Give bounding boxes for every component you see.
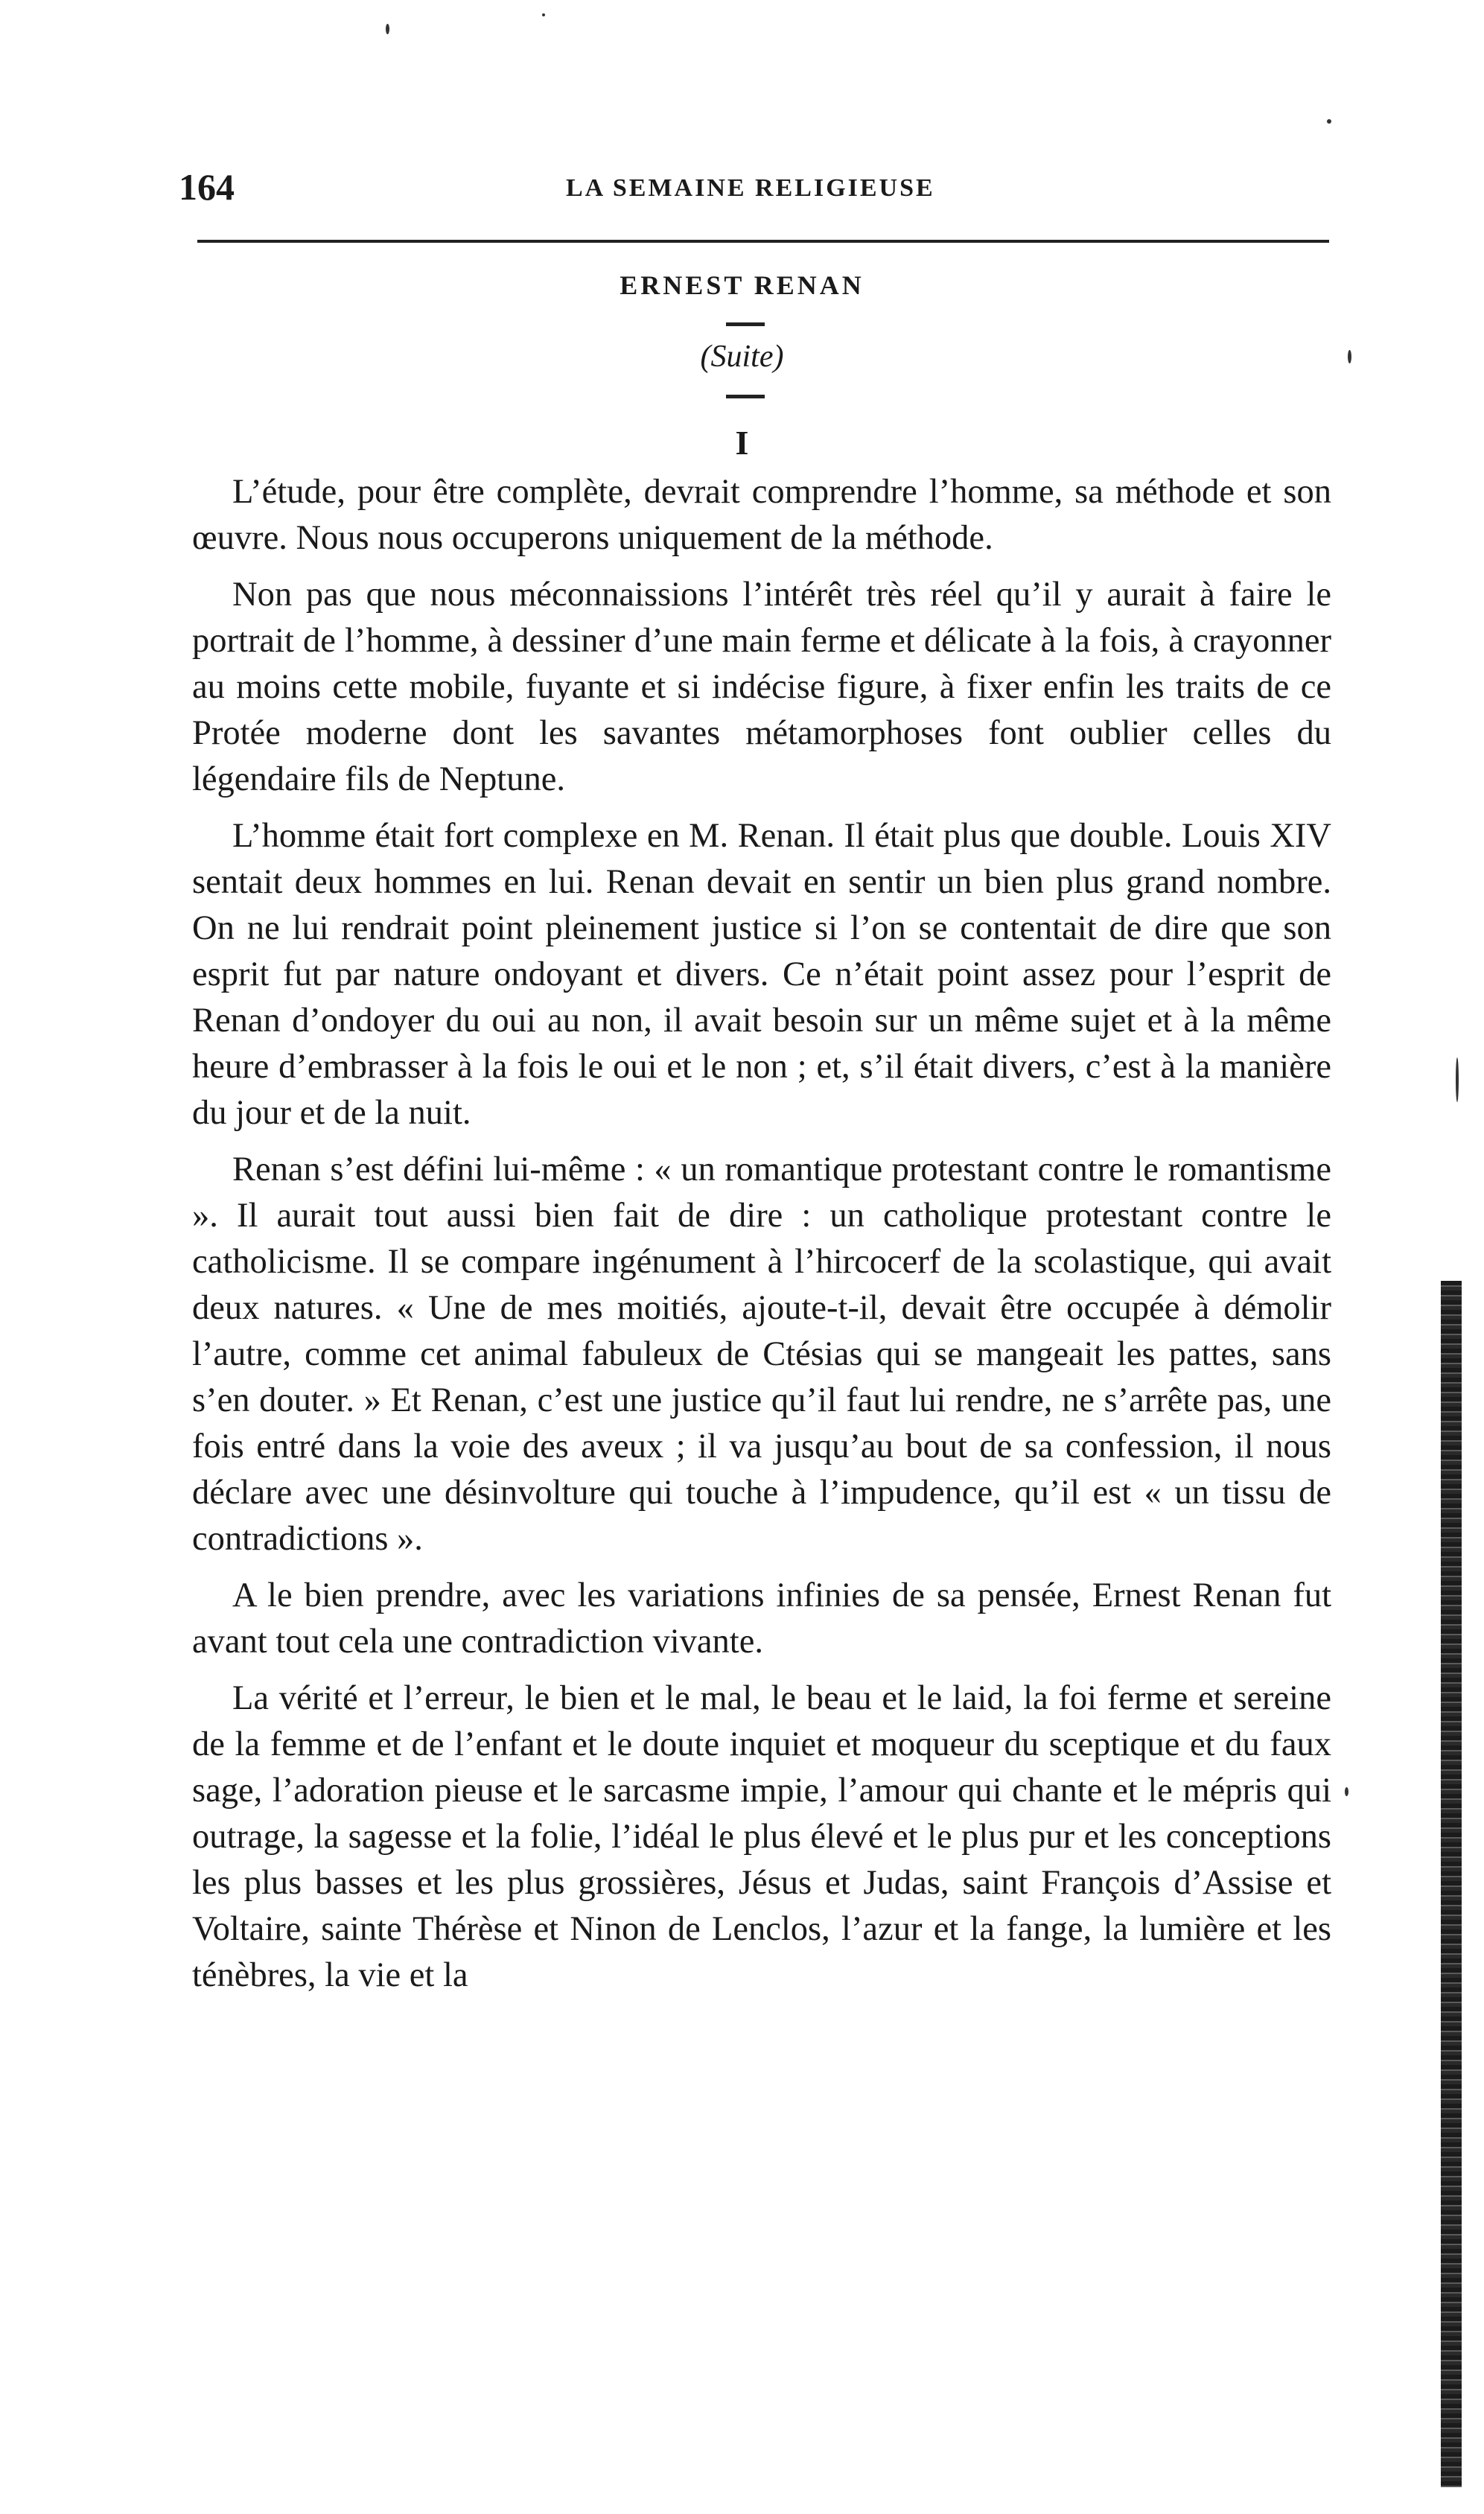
paragraph: L’étude, pour être complète, devrait comprendre l’homme, sa méthode et son œuvre. Nous nous occuperons uniquement de la méthode. [192, 473, 1331, 557]
scan-speck [386, 24, 389, 34]
scan-speck [542, 13, 545, 16]
header-rule [197, 240, 1329, 243]
title-dash [726, 322, 765, 326]
paragraph: Non pas que nous méconnaissions l’intérêt très réel qu’il y aurait à faire le portrait de l’homme, à dessiner d’une main ferme et délicate à la fois, à crayonner au moins cette mobile, fuyante et si indécise figure, à fixer enfin les traits de ce Protée moderne dont les savantes métamorphoses font oublier celles du légendaire fils de Neptune. [192, 576, 1331, 798]
page-header [179, 165, 1329, 217]
paragraph: Renan s’est défini lui-même : « un romantique protestant contre le romantisme ». Il aurait tout aussi bien fait de dire : un catholique protestant contre le catholicisme. Il se compare ingénument à l’hircocerf de la scolastique, qui avait deux natures. « Une de mes moitiés, ajoute-t-il, devait être occupée à démolir l’autre, comme cet animal fabuleux de Ctésias qui se mangeait les pattes, sans s’en douter. » Et Renan, c’est une justice qu’il faut lui rendre, ne s’arrête pas, une fois entré dans la voie des aveux ; il va jusqu’au bout de sa confession, il nous déclare avec une désinvolture qui touche à l’impudence, qu’il est « un tissu de contradictions ». [192, 1151, 1331, 1558]
scan-speck [1345, 1787, 1348, 1796]
running-title: LA SEMAINE RELIGIEUSE [566, 174, 935, 202]
scan-binding-edge [1441, 1281, 1462, 2487]
section-number: I [735, 424, 749, 462]
paragraph: La vérité et l’erreur, le bien et le mal, le beau et le laid, la foi ferme et sereine de la femme et de l’enfant et le doute inquiet et moqueur du sceptique et du faux sage, l’adoration pieuse et le sarcasme impie, l’amour qui chante et le mépris qui outrage, la sagesse et la folie, l’idéal le plus élevé et le plus pur et les conceptions les plus basses et les plus grossières, Jésus et Judas, saint François d’Assise et Voltaire, sainte Thérèse et Ninon de Lenclos, l’azur et la fange, la lumière et les ténèbres, la vie et la [192, 1679, 1331, 1994]
subtitle-dash [726, 395, 765, 398]
article-body [192, 469, 1331, 1999]
article-title: ERNEST RENAN [620, 270, 864, 300]
article-subtitle: (Suite) [700, 340, 784, 374]
paragraph: A le bien prendre, avec les variations infinies de sa pensée, Ernest Renan fut avant tout cela une contradiction vivante. [192, 1576, 1331, 1661]
page-number: 164 [179, 166, 235, 208]
scan-speck [1348, 350, 1351, 363]
scan-speck [1327, 119, 1331, 124]
paragraph: L’homme était fort complexe en M. Renan. Il était plus que double. Louis XIV sentait deux hommes en lui. Renan devait en sentir un bien plus grand nombre. On ne lui rendrait point pleinement justice si l’on se contentait de dire que son esprit fut par nature ondoyant et divers. Ce n’était point assez pour l’esprit de Renan d’ondoyer du oui au non, il avait besoin sur un même sujet et à la même heure d’embrasser à la fois le oui et le non ; et, s’il était divers, c’est à la manière du jour et de la nuit. [192, 817, 1331, 1132]
scan-speck [1456, 1057, 1459, 1102]
